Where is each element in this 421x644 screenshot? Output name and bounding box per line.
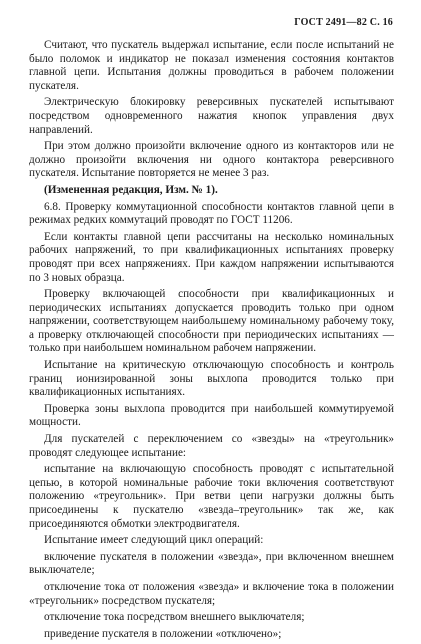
amendment-note: (Измененная редакция, Изм. № 1). [44, 183, 218, 196]
document-body [29, 39, 394, 644]
paragraph: При этом должно произойти включение одного из контакторов или не должно произойти включения ни одного контактора реверсивного пускателя. Испытание повторяется не менее 3 раз. [29, 140, 394, 180]
paragraph: приведение пускателя в положении «отключено»; [44, 627, 282, 640]
paragraph: отключение тока посредством внешнего выключателя; [44, 611, 305, 624]
paragraph: Электрическую блокировку реверсивных пускателей испытывают посредством одновременного нажатия кнопок управления двух направлений. [29, 96, 394, 136]
paragraph: Испытание на критическую отключающую способность и контроль границ ионизированной зоны выхлопа проводится только при квалификационных испытаниях. [29, 359, 394, 399]
page-header: ГОСТ 2491—82 С. 16 [294, 17, 393, 28]
paragraph: Считают, что пускатель выдержал испытание, если после испытаний не было поломок и индикатор не показал изменения состояния контактов главной цепи. Испытания должны проводиться в рабочем положении пускателя. [29, 39, 394, 92]
paragraph: Испытание имеет следующий цикл операций: [44, 534, 264, 547]
paragraph: отключение тока от положения «звезда» и включение тока в положении «треугольник» посредством пускателя; [29, 580, 394, 607]
paragraph: Проверку включающей способности при квалификационных и периодических испытаниях допускается проводить только при одном напряжении, соответствующем наибольшему номинальному рабочему току, а проверку отключающей способности при периодических испытаниях — только при наибольшем номинальном рабочем напряжении. [29, 288, 394, 355]
paragraph: Проверка зоны выхлопа проводится при наибольшей коммутируемой мощности. [29, 402, 394, 429]
paragraph: Для пускателей с переключением со «звезды» на «треугольник» проводят следующее испытание: [29, 433, 394, 459]
paragraph: Если контакты главной цепи рассчитаны на несколько номинальных рабочих напряжений, то при квалификационных испытаниях проверку проводят при всех напряжениях. При каждом напряжении испытываются по 3 новых образца. [29, 230, 394, 284]
paragraph: 6.8. Проверку коммутационной способности контактов главной цепи в режимах редких коммутаций проводят по ГОСТ 11206. [29, 200, 394, 227]
paragraph: включение пускателя в положении «звезда», при включенном внешнем выключателе; [29, 550, 394, 577]
paragraph: испытание на включающую способность проводят с испытательной цепью, в которой номинальные рабочие токи включения соответствуют положению «треугольник». При ветви цепи нагрузки должны быть присоединены к пускателю «звезда–треугольник» так же, как присоединяются обмотки электродвигателя. [29, 463, 394, 530]
